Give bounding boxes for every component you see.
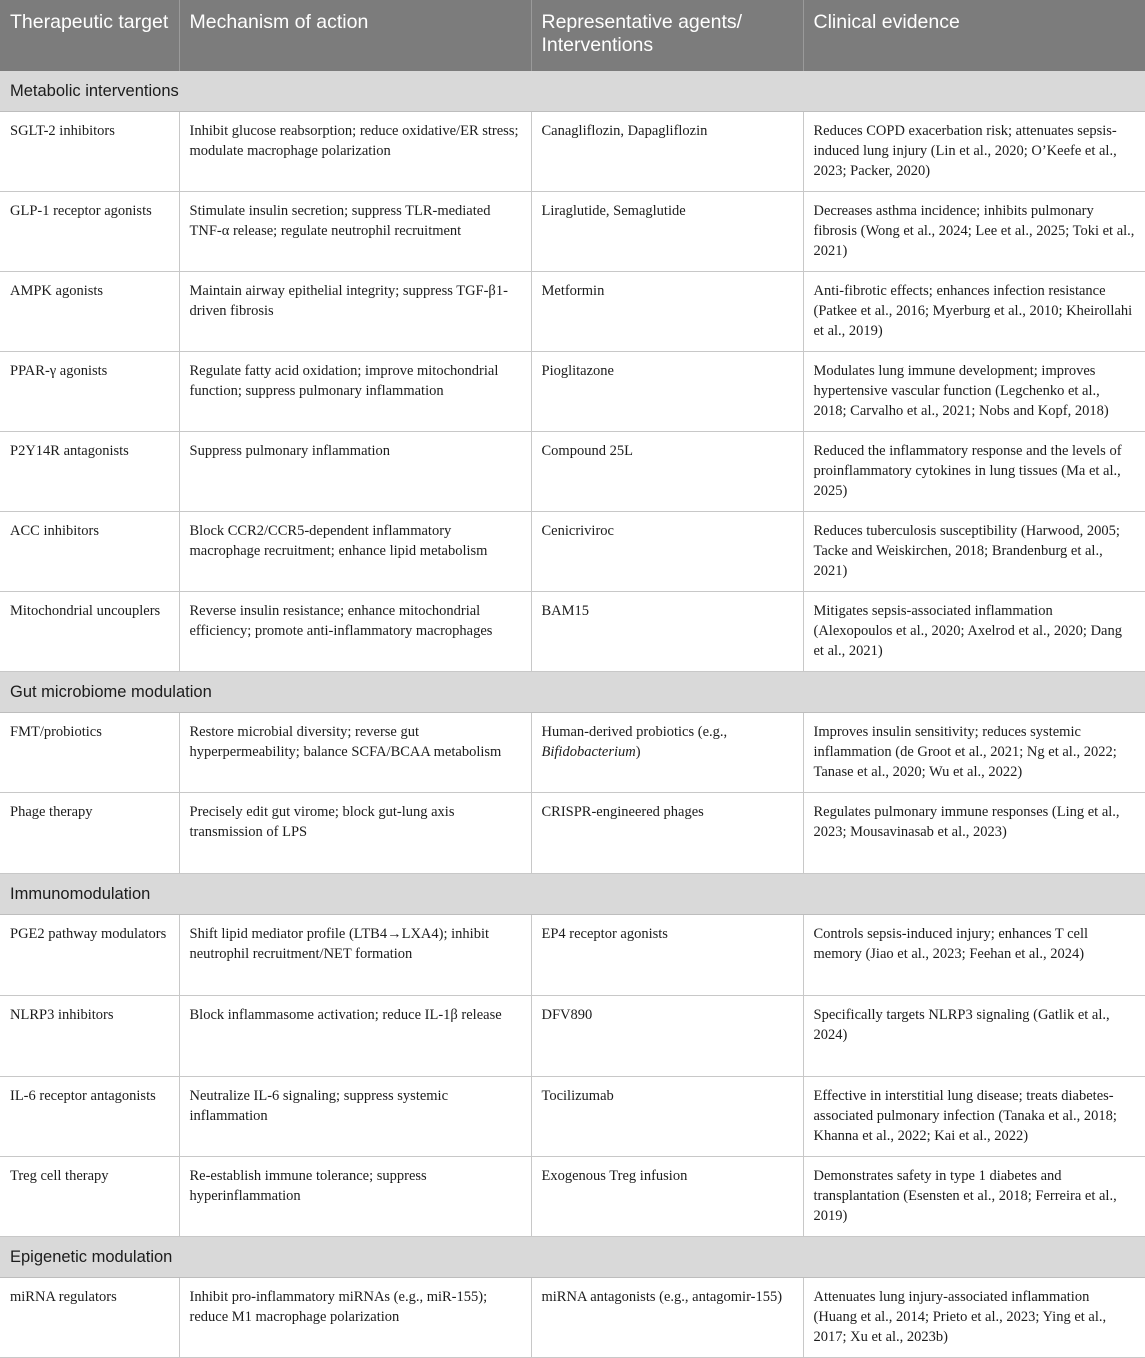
cell-mechanism: Shift lipid mediator profile (LTB4→LXA4); inhibit neutrophil recruitment/NET formation — [179, 915, 531, 996]
cell-target: NLRP3 inhibitors — [0, 996, 179, 1077]
section-row-epigenetic-modulation — [0, 1237, 1145, 1278]
table-row — [0, 352, 1145, 432]
cell-target: SGLT-2 inhibitors — [0, 112, 179, 192]
cell-evidence: Anti-fibrotic effects; enhances infection resistance (Patkee et al., 2016; Myerburg et al., 2010; Kheirollahi et al., 2019) — [803, 272, 1145, 352]
section-title: Immunomodulation — [0, 874, 1145, 915]
header-mechanism-of-action: Mechanism of action — [179, 0, 531, 71]
table-row — [0, 713, 1145, 793]
header-representative-agents: Representative agents/ Interventions — [531, 0, 803, 71]
header-clinical-evidence: Clinical evidence — [803, 0, 1145, 71]
cell-mechanism: Suppress pulmonary inflammation — [179, 432, 531, 512]
cell-mechanism: Inhibit glucose reabsorption; reduce oxidative/ER stress; modulate macrophage polarization — [179, 112, 531, 192]
table-row — [0, 592, 1145, 672]
cell-target: miRNA regulators — [0, 1278, 179, 1358]
table-row — [0, 915, 1145, 996]
cell-agents: Metformin — [531, 272, 803, 352]
cell-mechanism: Restore microbial diversity; reverse gut hyperpermeability; balance SCFA/BCAA metabolism — [179, 713, 531, 793]
table-row — [0, 432, 1145, 512]
cell-target: IL-6 receptor antagonists — [0, 1077, 179, 1157]
cell-target: Treg cell therapy — [0, 1157, 179, 1237]
cell-target: AMPK agonists — [0, 272, 179, 352]
cell-target: ACC inhibitors — [0, 512, 179, 592]
cell-agents — [531, 713, 803, 793]
cell-evidence: Reduced the inflammatory response and the levels of proinflammatory cytokines in lung tissues (Ma et al., 2025) — [803, 432, 1145, 512]
cell-target: Phage therapy — [0, 793, 179, 874]
cell-target: PGE2 pathway modulators — [0, 915, 179, 996]
cell-agents: miRNA antagonists (e.g., antagomir-155) — [531, 1278, 803, 1358]
table-row — [0, 1157, 1145, 1237]
agents-text: Human-derived probiotics (e.g., — [541, 724, 728, 740]
cell-evidence: Regulates pulmonary immune responses (Ling et al., 2023; Mousavinasab et al., 2023) — [803, 793, 1145, 874]
cell-mechanism: Maintain airway epithelial integrity; suppress TGF-β1-driven fibrosis — [179, 272, 531, 352]
cell-evidence: Mitigates sepsis-associated inflammation (Alexopoulos et al., 2020; Axelrod et al., 2020; Dang et al., 2021) — [803, 592, 1145, 672]
cell-mechanism: Reverse insulin resistance; enhance mitochondrial efficiency; promote anti-inflammatory macrophages — [179, 592, 531, 672]
cell-target: FMT/probiotics — [0, 713, 179, 793]
cell-mechanism: Re-establish immune tolerance; suppress hyperinflammation — [179, 1157, 531, 1237]
section-row-gut-microbiome — [0, 672, 1145, 713]
table-row — [0, 112, 1145, 192]
cell-agents: Liraglutide, Semaglutide — [531, 192, 803, 272]
cell-evidence: Demonstrates safety in type 1 diabetes and transplantation (Esensten et al., 2018; Ferreira et al., 2019) — [803, 1157, 1145, 1237]
cell-mechanism: Neutralize IL-6 signaling; suppress systemic inflammation — [179, 1077, 531, 1157]
section-row-metabolic-interventions — [0, 71, 1145, 112]
cell-evidence: Improves insulin sensitivity; reduces systemic inflammation (de Groot et al., 2021; Ng et al., 2022; Tanase et al., 2020; Wu et al., 2022) — [803, 713, 1145, 793]
cell-agents: Cenicriviroc — [531, 512, 803, 592]
header-therapeutic-target: Therapeutic target — [0, 0, 179, 71]
table-row — [0, 996, 1145, 1077]
table-row — [0, 512, 1145, 592]
cell-mechanism: Precisely edit gut virome; block gut-lung axis transmission of LPS — [179, 793, 531, 874]
cell-evidence: Reduces COPD exacerbation risk; attenuates sepsis-induced lung injury (Lin et al., 2020; O’Keefe et al., 2023; Packer, 2020) — [803, 112, 1145, 192]
cell-evidence: Attenuates lung injury-associated inflammation (Huang et al., 2014; Prieto et al., 2023; Ying et al., 2017; Xu et al., 2023b) — [803, 1278, 1145, 1358]
agents-text-after: ) — [635, 744, 641, 760]
cell-evidence: Reduces tuberculosis susceptibility (Harwood, 2005; Tacke and Weiskirchen, 2018; Brandenburg et al., 2021) — [803, 512, 1145, 592]
cell-mechanism: Block CCR2/CCR5-dependent inflammatory macrophage recruitment; enhance lipid metabolism — [179, 512, 531, 592]
cell-target: PPAR-γ agonists — [0, 352, 179, 432]
cell-agents: Pioglitazone — [531, 352, 803, 432]
cell-agents: CRISPR-engineered phages — [531, 793, 803, 874]
cell-evidence: Specifically targets NLRP3 signaling (Gatlik et al., 2024) — [803, 996, 1145, 1077]
cell-evidence: Modulates lung immune development; improves hypertensive vascular function (Legchenko et al., 2018; Carvalho et al., 2021; Nobs and Kopf, 2018) — [803, 352, 1145, 432]
cell-agents: Canagliflozin, Dapagliflozin — [531, 112, 803, 192]
section-title: Epigenetic modulation — [0, 1237, 1145, 1278]
header-row — [0, 0, 1145, 71]
section-title: Metabolic interventions — [0, 71, 1145, 112]
table-row — [0, 1077, 1145, 1157]
agents-italic-text: Bifidobacterium — [541, 744, 636, 760]
cell-evidence: Effective in interstitial lung disease; treats diabetes-associated pulmonary infection (Tanaka et al., 2018; Khanna et al., 2022; Kai et al., 2022) — [803, 1077, 1145, 1157]
table-row — [0, 192, 1145, 272]
cell-agents: Compound 25L — [531, 432, 803, 512]
table-row — [0, 793, 1145, 874]
cell-mechanism: Block inflammasome activation; reduce IL-1β release — [179, 996, 531, 1077]
cell-evidence: Controls sepsis-induced injury; enhances T cell memory (Jiao et al., 2023; Feehan et al., 2024) — [803, 915, 1145, 996]
section-title: Gut microbiome modulation — [0, 672, 1145, 713]
cell-agents: BAM15 — [531, 592, 803, 672]
cell-agents: DFV890 — [531, 996, 803, 1077]
cell-target: Mitochondrial uncouplers — [0, 592, 179, 672]
section-row-immunomodulation — [0, 874, 1145, 915]
cell-evidence: Decreases asthma incidence; inhibits pulmonary fibrosis (Wong et al., 2024; Lee et al., 2025; Toki et al., 2021) — [803, 192, 1145, 272]
cell-mechanism: Inhibit pro-inflammatory miRNAs (e.g., miR-155); reduce M1 macrophage polarization — [179, 1278, 531, 1358]
cell-mechanism: Regulate fatty acid oxidation; improve mitochondrial function; suppress pulmonary inflammation — [179, 352, 531, 432]
cell-target: P2Y14R antagonists — [0, 432, 179, 512]
table-row — [0, 1278, 1145, 1358]
cell-agents: EP4 receptor agonists — [531, 915, 803, 996]
cell-agents: Exogenous Treg infusion — [531, 1157, 803, 1237]
table-row — [0, 272, 1145, 352]
cell-target: GLP-1 receptor agonists — [0, 192, 179, 272]
cell-mechanism: Stimulate insulin secretion; suppress TLR-mediated TNF-α release; regulate neutrophil recruitment — [179, 192, 531, 272]
cell-agents: Tocilizumab — [531, 1077, 803, 1157]
